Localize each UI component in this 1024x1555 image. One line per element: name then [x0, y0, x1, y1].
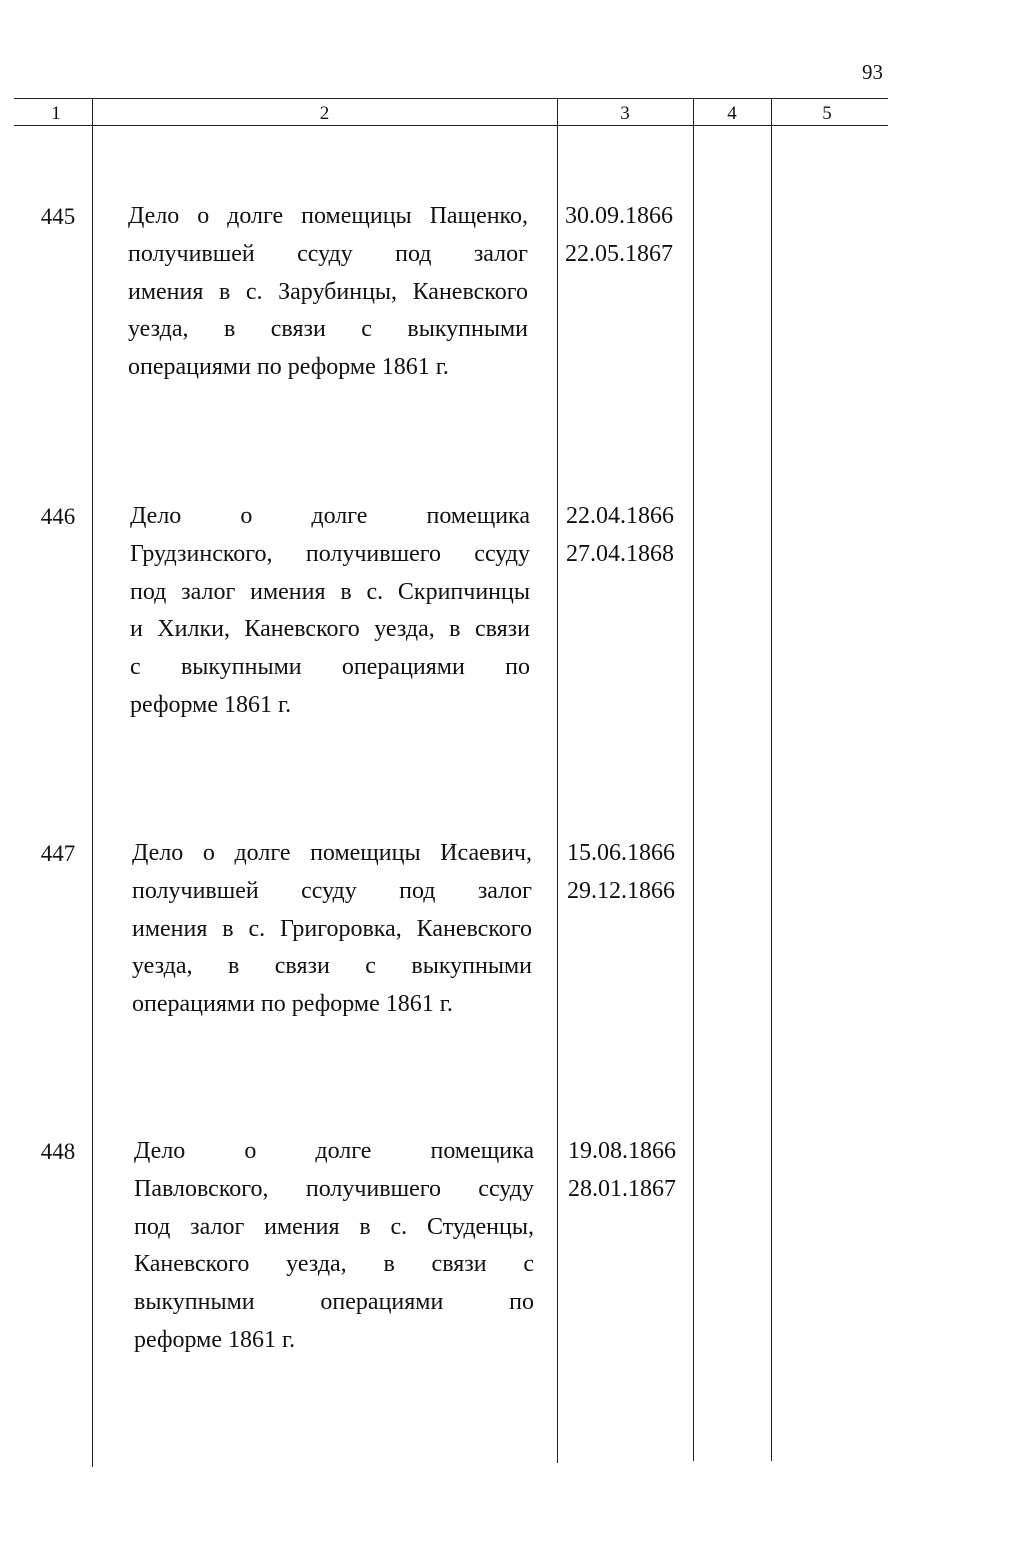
header-col-2: 2 [319, 103, 330, 124]
end-date: 29.12.1866 [567, 877, 675, 904]
description-line: уезда, в связи с выкупными [132, 953, 532, 980]
start-date: 22.04.1866 [566, 503, 674, 529]
end-date: 28.01.1867 [568, 1175, 676, 1202]
description-line: Дело о долге помещика [130, 503, 530, 529]
page-number: 93 [862, 60, 883, 84]
description-line: уезда, в связи с выкупными [128, 316, 528, 343]
column-divider [693, 99, 694, 1461]
description-line: с выкупными операциями по [130, 654, 530, 681]
case-dates [568, 1133, 676, 1209]
case-description [128, 198, 528, 387]
case-number: 446 [40, 504, 76, 529]
column-divider [557, 99, 558, 1463]
description-line: Дело о долге помещицы Исаевич, [132, 840, 532, 866]
end-date: 22.05.1867 [565, 240, 673, 267]
description-line: Павловского, получившего ссуду [134, 1175, 534, 1202]
description-line: Дело о долге помещика [134, 1138, 534, 1164]
header-col-1: 1 [51, 103, 61, 124]
description-line: Грудзинского, получившего ссуду [130, 540, 530, 567]
description-line: операциями по реформе 1861 г. [128, 354, 449, 381]
case-number: 447 [40, 841, 76, 866]
description-line: имения в с. Зарубинцы, Каневского [128, 278, 528, 305]
case-dates [567, 835, 675, 911]
description-line: реформе 1861 г. [134, 1326, 296, 1353]
description-line: получившей ссуду под залог [132, 877, 532, 904]
case-description [134, 1133, 534, 1360]
start-date: 19.08.1866 [568, 1138, 676, 1164]
case-description [130, 498, 530, 725]
header-bottom-rule [14, 125, 888, 126]
description-line: под залог имения в с. Студенцы, [134, 1213, 534, 1240]
start-date: 15.06.1866 [567, 840, 675, 866]
header-col-5: 5 [822, 103, 832, 124]
description-line: под залог имения в с. Скрипчинцы [130, 578, 530, 605]
description-line: Каневского уезда, в связи с [134, 1251, 534, 1278]
case-number: 445 [40, 204, 76, 229]
start-date: 30.09.1866 [565, 203, 673, 229]
description-line: имения в с. Григоровка, Каневского [132, 915, 532, 942]
case-number: 448 [40, 1139, 76, 1164]
case-description [132, 835, 532, 1024]
column-divider [771, 99, 772, 1461]
case-dates [566, 498, 674, 574]
end-date: 27.04.1868 [566, 540, 674, 567]
column-divider [92, 99, 93, 1467]
description-line: реформе 1861 г. [130, 691, 292, 718]
case-dates [565, 198, 673, 274]
description-line: и Хилки, Каневского уезда, в связи [130, 616, 530, 643]
description-line: операциями по реформе 1861 г. [132, 991, 453, 1018]
description-line: выкупными операциями по [134, 1289, 534, 1316]
header-col-4: 4 [727, 103, 737, 124]
header-col-3: 3 [620, 103, 630, 124]
description-line: Дело о долге помещицы Пащенко, [128, 203, 528, 229]
header-top-rule [14, 98, 888, 99]
description-line: получившей ссуду под залог [128, 240, 528, 267]
